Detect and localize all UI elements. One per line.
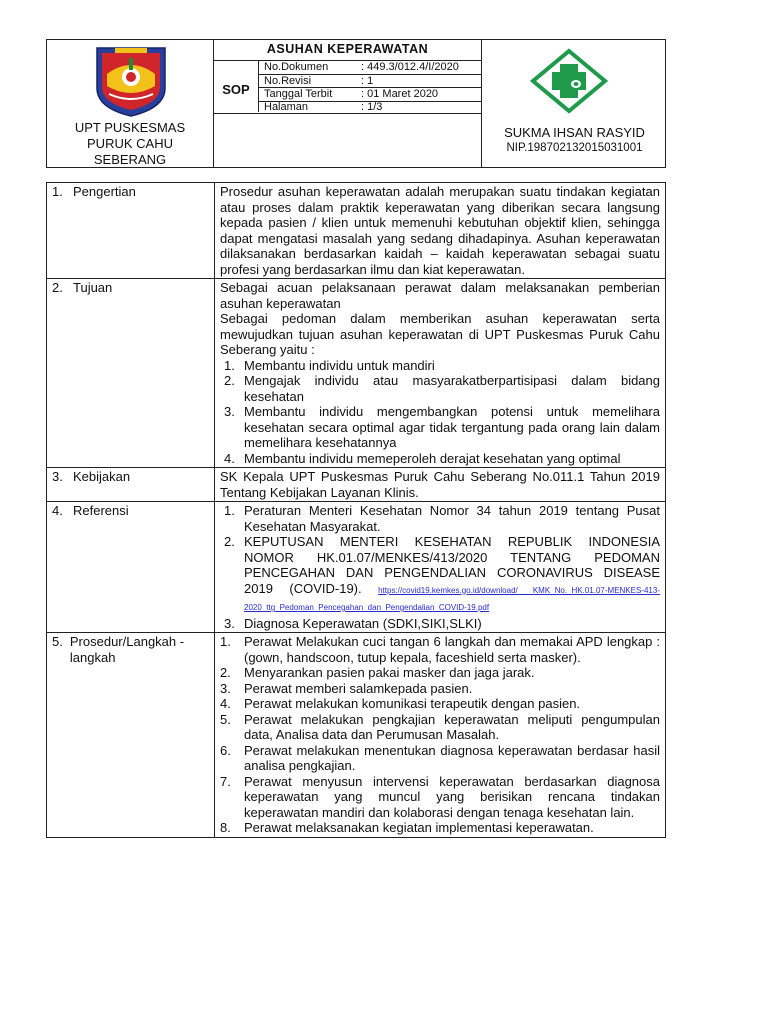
section-row-tujuan [47,279,666,468]
list-item: 3. Membantu individu mengembangkan potensi untuk memelihara kesehatan secara optimal agar tidak tergantung pada orang lain dalam memelihara kesehatannya [224,404,660,450]
procedure-step: 4. Perawat melakukan komunikasi terapeutik dengan pasien. [220,696,581,711]
section-content-cell [215,502,666,633]
reference-item: 1. Peraturan Menteri Kesehatan Nomor 34 tahun 2019 tentang Pusat Kesehatan Masyarakat. [224,503,660,534]
section-label-cell: 2. Tujuan [47,279,215,468]
list-item: 4. Membantu individu memeperoleh derajat kesehatan yang optimal [224,450,621,466]
procedure-step: 5. Perawat melakukan pengkajian keperawatan meliputi pengumpulan data, Analisa data dan Perumusan Masalah. [220,711,660,742]
procedure-step: 6. Perawat melakukan menentukan diagnosa keperawatan berdasar hasil analisa pengkajian. [220,742,660,773]
tujuan-paragraph: Sebagai pedoman dalam memberikan asuhan keperawatan serta mewujudkan tujuan asuhan keperawatan di UPT Puskesmas Puruk Cahu Seberang yaitu : [220,311,660,357]
sop-label: SOP [222,82,250,97]
document-header: UPT PUSKESMAS PURUK CAHU SEBERANG ASUHAN KEPERAWATAN SOP No.Dokumen : 449.3/012.4/I/2020 No.Revisi : 1 Tanggal Terbit : 01 Maret 2020 Halaman : 1/3 SUKMA IHSAN RASYID NIP.198702132015031001 [46,39,666,168]
signatory-name: SUKMA IHSAN RASYID [504,125,645,140]
section-content-cell [215,633,666,838]
section-row-prosedur [47,633,666,838]
section-label-cell: 4. Referensi [47,502,215,633]
sop-content-table [46,182,666,838]
section-label-cell: 1. Pengertian [47,183,215,279]
procedure-step: 8. Perawat melaksanakan kegiatan implementasi keperawatan. [220,820,594,835]
list-item: 2. Mengajak individu atau masyarakatberpartisipasi dalam bidang kesehatan [224,373,660,404]
procedure-step: 7. Perawat menyusun intervensi keperawatan berdasarkan diagnosa keperawatan yang muncul yang berisikan rencana tindakan keperawatan mandiri dan kolaborasi dengan tenaga kesehatan lain. [220,773,660,820]
tujuan-paragraph: Sebagai acuan pelaksanaan perawat dalam melaksanakan pemberian asuhan keperawatan [220,280,660,311]
section-content-cell [215,279,666,468]
pengertian-text: Prosedur asuhan keperawatan adalah merupakan suatu tindakan kegiatan atau proses dalam praktik keperawatan yang diberikan secara langsung kepada pasien / klien untuk memenuhi kebutuhan objektif klien, sehingga dapat mengatasi masalah yang sedang dihadapinya. Asuhan keperawatan dilaksanakan berdasarkan kaidah – kaidah keperawatan sebagai suatu profesi yang berdasarkan ilmu dan kiat keperawatan. [220,184,660,277]
signatory [482,125,667,156]
reference-item: 2. KEPUTUSAN MENTERI KESEHATAN REPUBLIK INDONESIA NOMOR HK.01.07/MENKES/413/2020 TENTANG PEDOMAN PENCEGAHAN DAN PENGENDALIAN CORONAVIRUS DISEASE 2019 (COVID-19). https://covid19.kemkes.go.id/download/ KMK_No._HK.01.07-MENKES-413-2020_ttg_Pedoman_Pencegahan_dan_Pengendalian_COVID-19.pdf [224,534,660,612]
regency-emblem-logo [91,44,171,118]
document-title: ASUHAN KEPERAWATAN [266,42,429,56]
procedure-step: 3. Perawat memberi salamkepada pasien. [220,680,473,696]
section-content-cell [215,468,666,502]
puskesmas-cross-logo [530,48,608,114]
section-row-pengertian [47,183,666,279]
reference-item: 3. Diagnosa Keperawatan (SDKI,SIKI,SLKI) [224,615,482,631]
reference-link[interactable]: https://covid19.kemkes.go.id/download/ KMK_No._HK.01.07-MENKES-413-2020_ttg_Pedoman_Pencegahan_dan_Pengendalian_COVID-19.pdf [244,585,660,612]
organization-name: UPT PUSKESMAS PURUK CAHU SEBERANG [74,120,186,167]
section-label-cell: 5. Prosedur/Langkah - langkah [47,633,215,838]
procedure-step: 1. Perawat Melakukan cuci tangan 6 langkah dan memakai APD lengkap : (gown, handscoon, tutup kepala, faceshield serta masker). [220,634,660,665]
procedure-step: 2. Menyarankan pasien pakai masker dan jaga jarak. [220,665,535,680]
section-row-referensi [47,502,666,633]
section-content-cell [215,183,666,279]
section-row-kebijakan [47,468,666,502]
kebijakan-text: SK Kepala UPT Puskesmas Puruk Cahu Seberang No.011.1 Tahun 2019 Tentang Kebijakan Layanan Klinis. [220,469,660,500]
section-label-cell: 3. Kebijakan [47,468,215,502]
signatory-nip: NIP.198702132015031001 [506,142,643,154]
list-item: 1. Membantu individu untuk mandiri [224,357,435,373]
